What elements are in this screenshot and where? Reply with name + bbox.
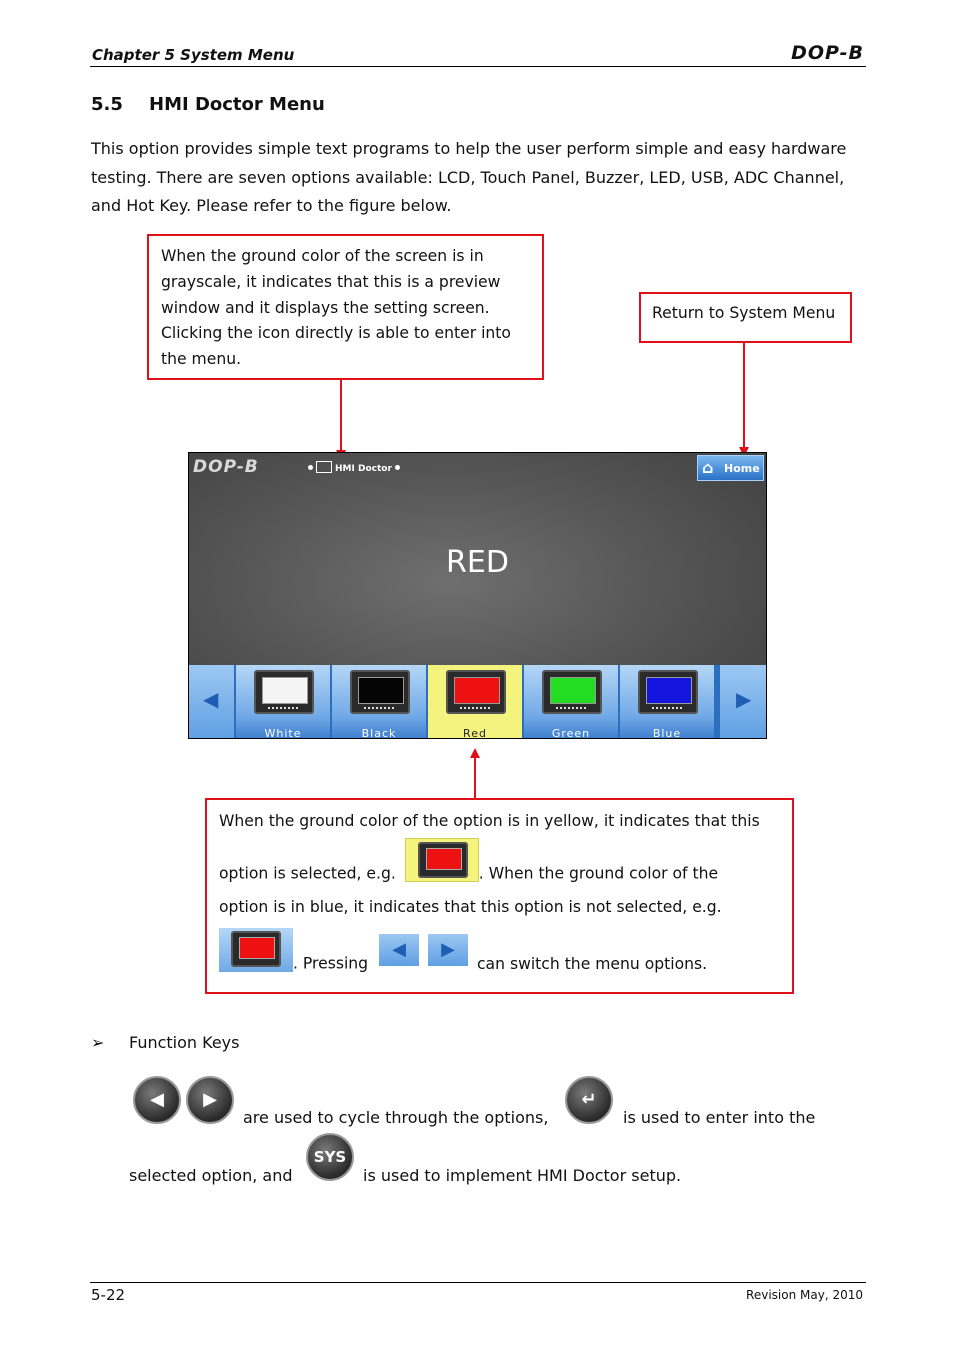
function-keys-bullet — [91, 1033, 239, 1052]
option-white[interactable] — [235, 665, 330, 739]
home-label: Home — [724, 462, 760, 475]
screen-logo: DOP-B — [193, 457, 259, 477]
option-red[interactable] — [427, 665, 522, 739]
monitor-icon — [542, 670, 602, 714]
option-label: Black — [361, 727, 397, 739]
function-keys-text-3: selected option, and — [129, 1166, 293, 1185]
sys-key-icon: SYS — [306, 1133, 354, 1181]
color-swatch — [646, 677, 692, 704]
selected-option-example-icon — [405, 838, 479, 882]
function-keys-text-1: are used to cycle through the options, — [243, 1108, 549, 1127]
home-callout: Return to System Menu — [639, 292, 852, 343]
color-swatch — [454, 677, 500, 704]
option-black[interactable] — [331, 665, 426, 739]
selection-arrow-head — [470, 748, 480, 758]
selection-text-1: When the ground color of the option is in yellow, it indicates that this — [219, 812, 760, 830]
bullet-arrow-icon: ➢ — [91, 1033, 105, 1052]
chapter-title: Chapter 5 System Menu — [92, 46, 295, 64]
section-number: 5.5 — [91, 94, 123, 115]
page-footer — [90, 1282, 866, 1304]
function-keys-text-4: is used to implement HMI Doctor setup. — [363, 1166, 682, 1185]
right-arrow-icon: ▶ — [736, 687, 752, 711]
unselected-option-example-icon — [219, 928, 293, 972]
right-key-icon: ▶ — [186, 1076, 234, 1124]
option-green[interactable] — [523, 665, 618, 739]
function-keys-heading: Function Keys — [129, 1033, 240, 1052]
left-key-icon: ◀ — [133, 1076, 181, 1124]
monitor-icon — [638, 670, 698, 714]
page-number: 5-22 — [91, 1286, 126, 1304]
function-keys-text-2: is used to enter into the — [623, 1108, 816, 1127]
selection-text-3: option is in blue, it indicates that this option is not selected, e.g. — [219, 898, 722, 916]
option-bar — [189, 665, 767, 739]
selection-text-2b: . When the ground color of the — [478, 864, 719, 883]
option-label: Red — [463, 727, 487, 739]
breadcrumb-dot-icon — [395, 465, 400, 470]
preview-callout: When the ground color of the screen is in grayscale, it indicates that this is a preview window and it displays the setting screen. Clicking the icon directly is able to enter into the menu. — [147, 234, 544, 380]
monitor-icon — [350, 670, 410, 714]
doctor-icon — [316, 461, 332, 473]
option-blue[interactable] — [619, 665, 714, 739]
option-label: Green — [551, 727, 591, 739]
intro-paragraph: This option provides simple text programs to help the user perform simple and easy hardware testing. There are seven options available: LCD, Touch Panel, Buzzer, LED, USB, ADC Channel, and Hot Key. Please refer to the figure below. — [91, 139, 847, 215]
monitor-icon — [254, 670, 314, 714]
hmi-doctor-screen — [188, 452, 767, 739]
color-swatch — [358, 677, 404, 704]
selection-callout — [205, 798, 794, 994]
monitor-icon — [446, 670, 506, 714]
option-label: Blue — [652, 727, 682, 739]
breadcrumb — [305, 461, 403, 474]
breadcrumb-dot-icon — [308, 465, 313, 470]
enter-key-icon: ↵ — [565, 1076, 613, 1124]
dop-b-logo: DOP-B — [791, 42, 864, 64]
color-swatch — [550, 677, 596, 704]
selection-text-4b: can switch the menu options. — [476, 954, 708, 973]
selection-text-2a: option is selected, e.g. — [219, 864, 396, 883]
left-arrow-icon: ◀ — [203, 687, 219, 711]
next-option-button[interactable] — [720, 665, 767, 739]
color-swatch — [262, 677, 308, 704]
selection-text-4a: . Pressing — [293, 954, 369, 973]
breadcrumb-label: HMI Doctor — [335, 464, 392, 474]
prev-option-button[interactable] — [189, 665, 235, 739]
left-nav-example-icon: ◀ — [379, 934, 419, 966]
revision-date: Revision May, 2010 — [746, 1288, 863, 1302]
current-color-label: RED — [446, 545, 509, 580]
right-nav-example-icon: ▶ — [428, 934, 468, 966]
option-label: White — [264, 727, 302, 739]
section-title: HMI Doctor Menu — [149, 94, 325, 115]
home-icon: ⌂ — [702, 458, 714, 477]
home-button[interactable] — [697, 455, 764, 481]
